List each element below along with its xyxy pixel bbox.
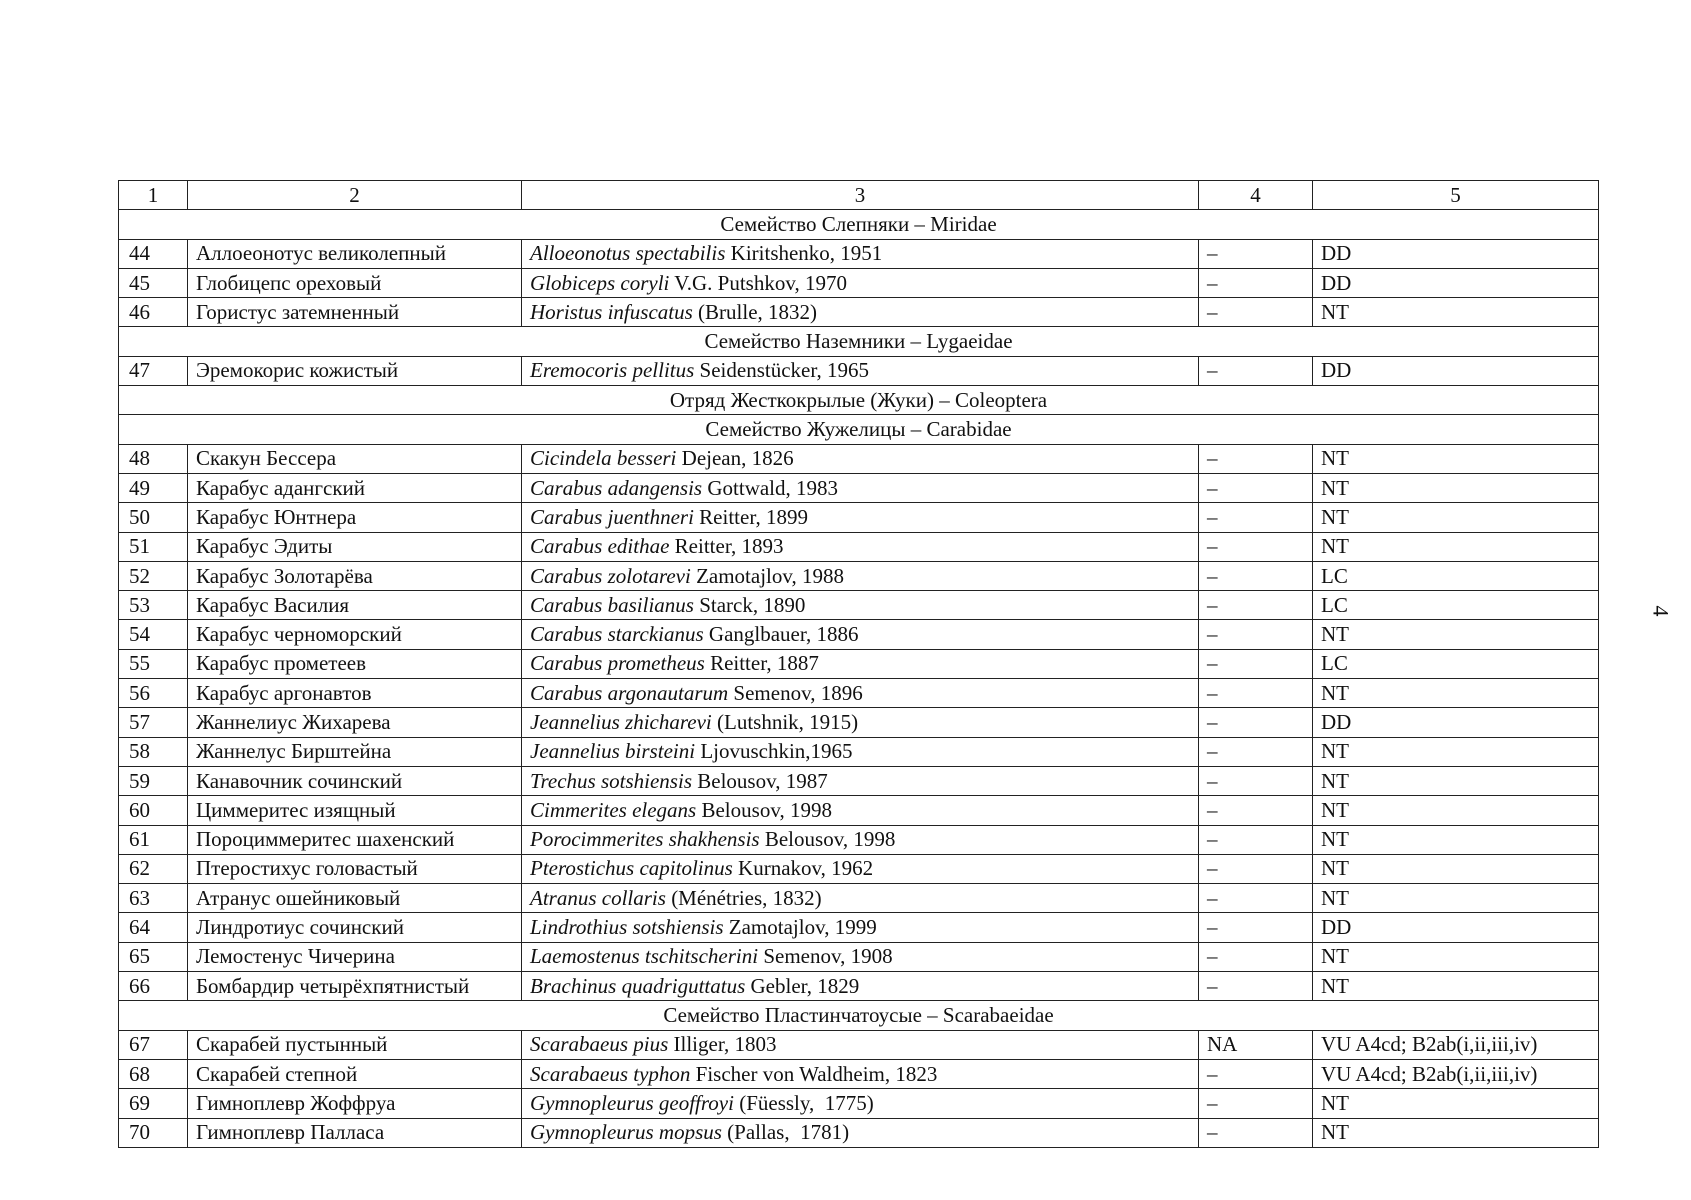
row-number: 56 — [119, 679, 188, 708]
status-col5: LC — [1313, 649, 1599, 678]
latin-name — [522, 708, 1199, 737]
table-row — [119, 737, 1599, 766]
latin-name — [522, 854, 1199, 883]
row-number: 48 — [119, 444, 188, 473]
row-number: 69 — [119, 1089, 188, 1118]
row-number: 66 — [119, 972, 188, 1001]
latin-author: Gebler, 1829 — [745, 973, 860, 998]
latin-author: (Ménétries, 1832) — [665, 885, 822, 910]
status-col5: NT — [1313, 473, 1599, 502]
category-col4: – — [1199, 1118, 1313, 1147]
row-number: 47 — [119, 356, 188, 385]
latin-author: Zamotajlov, 1999 — [723, 915, 877, 940]
latin-author: Illiger, 1803 — [668, 1032, 777, 1057]
russian-name: Жаннелус Бирштейна — [188, 737, 522, 766]
category-col4: – — [1199, 1089, 1313, 1118]
latin-name — [522, 1089, 1199, 1118]
status-col5: NT — [1313, 972, 1599, 1001]
table-row — [119, 298, 1599, 327]
latin-name — [522, 796, 1199, 825]
category-col4: – — [1199, 913, 1313, 942]
table-row — [119, 708, 1599, 737]
status-col5: NT — [1313, 737, 1599, 766]
row-number: 57 — [119, 708, 188, 737]
russian-name: Гористус затемненный — [188, 298, 522, 327]
latin-name — [522, 737, 1199, 766]
latin-name — [522, 298, 1199, 327]
category-col4: – — [1199, 620, 1313, 649]
russian-name: Глобицепс ореховый — [188, 268, 522, 297]
latin-author: Semenov, 1908 — [758, 944, 893, 969]
latin-author: (Brulle, 1832) — [692, 299, 818, 324]
row-number: 46 — [119, 298, 188, 327]
section-heading-row — [119, 386, 1599, 415]
latin-binomial: Carabus starckianus — [530, 622, 704, 647]
row-number: 63 — [119, 884, 188, 913]
latin-binomial: Globiceps coryli — [530, 270, 670, 295]
status-col5: NT — [1313, 1118, 1599, 1147]
table-row — [119, 942, 1599, 971]
table-row — [119, 268, 1599, 297]
table-body — [119, 181, 1599, 1148]
category-col4: – — [1199, 239, 1313, 268]
category-col4: – — [1199, 884, 1313, 913]
section-heading: Семейство Наземники – Lygaeidae — [119, 327, 1599, 356]
header-cell-1: 1 — [119, 181, 188, 210]
latin-name — [522, 884, 1199, 913]
latin-binomial: Carabus adangensis — [530, 475, 703, 500]
table-row — [119, 356, 1599, 385]
page-number: 4 — [1648, 605, 1674, 617]
category-col4: – — [1199, 766, 1313, 795]
category-col4: – — [1199, 942, 1313, 971]
status-col5: NT — [1313, 1089, 1599, 1118]
category-col4: – — [1199, 473, 1313, 502]
status-col5: LC — [1313, 591, 1599, 620]
latin-binomial: Eremocoris pellitus — [530, 358, 695, 383]
russian-name: Лемостенус Чичерина — [188, 942, 522, 971]
russian-name: Атранус ошейниковый — [188, 884, 522, 913]
latin-author: Ganglbauer, 1886 — [703, 622, 859, 647]
latin-binomial: Cimmerites elegans — [530, 797, 697, 822]
russian-name: Карабус прометеев — [188, 649, 522, 678]
russian-name: Канавочник сочинский — [188, 766, 522, 795]
latin-author: Semenov, 1896 — [728, 680, 863, 705]
latin-author: Ljovuschkin,1965 — [695, 739, 853, 764]
row-number: 58 — [119, 737, 188, 766]
latin-author: Kurnakov, 1962 — [732, 856, 874, 881]
latin-binomial: Carabus prometheus — [530, 651, 705, 676]
category-col4: – — [1199, 679, 1313, 708]
latin-author: Belousov, 1998 — [759, 827, 896, 852]
latin-binomial: Horistus infuscatus — [530, 299, 693, 324]
latin-name — [522, 972, 1199, 1001]
latin-name — [522, 473, 1199, 502]
status-col5: NT — [1313, 942, 1599, 971]
status-col5: LC — [1313, 561, 1599, 590]
status-col5: NT — [1313, 532, 1599, 561]
latin-name — [522, 444, 1199, 473]
row-number: 62 — [119, 854, 188, 883]
russian-name: Скарабей степной — [188, 1059, 522, 1088]
latin-author: Seidenstücker, 1965 — [694, 358, 870, 383]
species-table — [118, 180, 1599, 1148]
category-col4: – — [1199, 532, 1313, 561]
status-col5: NT — [1313, 679, 1599, 708]
latin-binomial: Carabus basilianus — [530, 592, 694, 617]
latin-author: Starck, 1890 — [693, 592, 806, 617]
latin-name — [522, 825, 1199, 854]
latin-binomial: Carabus argonautarum — [530, 680, 729, 705]
status-col5: VU A4cd; B2ab(i,ii,iii,iv) — [1313, 1059, 1599, 1088]
latin-author: Reitter, 1899 — [693, 504, 808, 529]
table-row — [119, 766, 1599, 795]
russian-name: Скакун Бессера — [188, 444, 522, 473]
latin-binomial: Carabus zolotarevi — [530, 563, 691, 588]
species-table-page — [118, 180, 1598, 1148]
status-col5: NT — [1313, 884, 1599, 913]
section-heading: Семейство Пластинчатоусые – Scarabaeidae — [119, 1001, 1599, 1030]
status-col5: NT — [1313, 825, 1599, 854]
status-col5: NT — [1313, 796, 1599, 825]
russian-name: Скарабей пустынный — [188, 1030, 522, 1059]
category-col4: – — [1199, 561, 1313, 590]
header-cell-5: 5 — [1313, 181, 1599, 210]
russian-name: Гимноплевр Палласа — [188, 1118, 522, 1147]
section-heading-row — [119, 1001, 1599, 1030]
latin-name — [522, 532, 1199, 561]
russian-name: Эремокорис кожистый — [188, 356, 522, 385]
row-number: 61 — [119, 825, 188, 854]
category-col4: – — [1199, 268, 1313, 297]
category-col4: – — [1199, 298, 1313, 327]
latin-binomial: Trechus sotshiensis — [530, 768, 692, 793]
row-number: 52 — [119, 561, 188, 590]
russian-name: Карабус Эдиты — [188, 532, 522, 561]
latin-binomial: Scarabaeus typhon — [530, 1061, 691, 1086]
status-col5: NT — [1313, 298, 1599, 327]
section-heading: Семейство Жужелицы – Carabidae — [119, 415, 1599, 444]
russian-name: Циммеритес изящный — [188, 796, 522, 825]
latin-binomial: Carabus edithae — [530, 534, 670, 559]
status-col5: NT — [1313, 620, 1599, 649]
category-col4: – — [1199, 825, 1313, 854]
latin-binomial: Gymnopleurus mopsus — [530, 1120, 722, 1145]
row-number: 59 — [119, 766, 188, 795]
table-row — [119, 972, 1599, 1001]
latin-author: (Lutshnik, 1915) — [711, 709, 859, 734]
table-row — [119, 854, 1599, 883]
status-col5: VU A4cd; B2ab(i,ii,iii,iv) — [1313, 1030, 1599, 1059]
russian-name: Пороциммеритес шахенский — [188, 825, 522, 854]
latin-name — [522, 268, 1199, 297]
row-number: 67 — [119, 1030, 188, 1059]
category-col4: – — [1199, 591, 1313, 620]
latin-author: Dejean, 1826 — [676, 446, 794, 471]
russian-name: Карабус черноморский — [188, 620, 522, 649]
russian-name: Гимноплевр Жоффруа — [188, 1089, 522, 1118]
latin-name — [522, 620, 1199, 649]
category-col4: – — [1199, 972, 1313, 1001]
latin-name — [522, 679, 1199, 708]
latin-binomial: Brachinus quadriguttatus — [530, 973, 746, 998]
section-heading: Отряд Жесткокрылые (Жуки) – Coleoptera — [119, 386, 1599, 415]
table-row — [119, 561, 1599, 590]
section-heading-row — [119, 210, 1599, 239]
latin-binomial: Scarabaeus pius — [530, 1032, 669, 1057]
latin-name — [522, 1118, 1199, 1147]
row-number: 53 — [119, 591, 188, 620]
status-col5: DD — [1313, 913, 1599, 942]
latin-name — [522, 591, 1199, 620]
russian-name: Жаннелиус Жихарева — [188, 708, 522, 737]
russian-name: Карабус Золотарёва — [188, 561, 522, 590]
section-heading-row — [119, 415, 1599, 444]
russian-name: Линдротиус сочинский — [188, 913, 522, 942]
latin-author: Belousov, 1998 — [696, 797, 832, 822]
table-row — [119, 1118, 1599, 1147]
status-col5: NT — [1313, 766, 1599, 795]
table-row — [119, 1089, 1599, 1118]
category-col4: – — [1199, 854, 1313, 883]
latin-author: Fischer von Waldheim, 1823 — [690, 1061, 938, 1086]
row-number: 68 — [119, 1059, 188, 1088]
row-number: 55 — [119, 649, 188, 678]
table-row — [119, 796, 1599, 825]
latin-author: Zamotajlov, 1988 — [690, 563, 845, 588]
category-col4: – — [1199, 356, 1313, 385]
latin-binomial: Porocimmerites shakhensis — [530, 827, 760, 852]
latin-binomial: Lindrothius sotshiensis — [530, 915, 724, 940]
status-col5: DD — [1313, 239, 1599, 268]
category-col4: – — [1199, 737, 1313, 766]
latin-name — [522, 766, 1199, 795]
section-heading-row — [119, 327, 1599, 356]
latin-name — [522, 649, 1199, 678]
row-number: 45 — [119, 268, 188, 297]
latin-binomial: Alloeonotus spectabilis — [530, 241, 726, 266]
header-row — [119, 181, 1599, 210]
latin-name — [522, 503, 1199, 532]
latin-name — [522, 913, 1199, 942]
row-number: 70 — [119, 1118, 188, 1147]
table-row — [119, 591, 1599, 620]
status-col5: DD — [1313, 356, 1599, 385]
header-cell-3: 3 — [522, 181, 1199, 210]
latin-name — [522, 239, 1199, 268]
status-col5: NT — [1313, 444, 1599, 473]
table-row — [119, 913, 1599, 942]
latin-name — [522, 942, 1199, 971]
latin-binomial: Carabus juenthneri — [530, 504, 694, 529]
latin-binomial: Cicindela besseri — [530, 446, 677, 471]
latin-name — [522, 356, 1199, 385]
latin-name — [522, 1030, 1199, 1059]
row-number: 64 — [119, 913, 188, 942]
header-cell-2: 2 — [188, 181, 522, 210]
latin-author: Reitter, 1893 — [669, 534, 784, 559]
table-row — [119, 444, 1599, 473]
latin-binomial: Laemostenus tschitscherini — [530, 944, 759, 969]
row-number: 65 — [119, 942, 188, 971]
header-cell-4: 4 — [1199, 181, 1313, 210]
row-number: 54 — [119, 620, 188, 649]
table-row — [119, 649, 1599, 678]
category-col4: NA — [1199, 1030, 1313, 1059]
table-row — [119, 620, 1599, 649]
latin-author: (Pallas, 1781) — [721, 1120, 850, 1145]
table-row — [119, 532, 1599, 561]
russian-name: Карабус Василия — [188, 591, 522, 620]
russian-name: Карабус аргонавтов — [188, 679, 522, 708]
russian-name: Карабус адангский — [188, 473, 522, 502]
latin-author: (Füessly, 1775) — [733, 1090, 874, 1115]
status-col5: NT — [1313, 503, 1599, 532]
latin-author: V.G. Putshkov, 1970 — [669, 270, 847, 295]
row-number: 49 — [119, 473, 188, 502]
table-row — [119, 503, 1599, 532]
row-number: 51 — [119, 532, 188, 561]
table-row — [119, 1030, 1599, 1059]
latin-binomial: Atranus collaris — [530, 885, 666, 910]
latin-author: Reitter, 1887 — [704, 651, 819, 676]
table-row — [119, 1059, 1599, 1088]
latin-binomial: Pterostichus capitolinus — [530, 856, 733, 881]
latin-name — [522, 561, 1199, 590]
row-number: 44 — [119, 239, 188, 268]
russian-name: Карабус Юнтнера — [188, 503, 522, 532]
row-number: 60 — [119, 796, 188, 825]
latin-binomial: Gymnopleurus geoffroyi — [530, 1090, 734, 1115]
latin-author: Kiritshenko, 1951 — [725, 241, 883, 266]
latin-binomial: Jeannelius birsteini — [530, 739, 696, 764]
status-col5: DD — [1313, 708, 1599, 737]
latin-author: Belousov, 1987 — [692, 768, 828, 793]
latin-author: Gottwald, 1983 — [702, 475, 839, 500]
table-row — [119, 679, 1599, 708]
section-heading: Семейство Слепняки – Miridae — [119, 210, 1599, 239]
latin-name — [522, 1059, 1199, 1088]
category-col4: – — [1199, 444, 1313, 473]
category-col4: – — [1199, 1059, 1313, 1088]
status-col5: NT — [1313, 854, 1599, 883]
table-row — [119, 825, 1599, 854]
category-col4: – — [1199, 708, 1313, 737]
table-row — [119, 239, 1599, 268]
table-row — [119, 884, 1599, 913]
russian-name: Аллоеонотус великолепный — [188, 239, 522, 268]
row-number: 50 — [119, 503, 188, 532]
table-row — [119, 473, 1599, 502]
category-col4: – — [1199, 796, 1313, 825]
russian-name: Птеростихус головастый — [188, 854, 522, 883]
latin-binomial: Jeannelius zhicharevi — [530, 709, 712, 734]
russian-name: Бомбардир четырёхпятнистый — [188, 972, 522, 1001]
category-col4: – — [1199, 503, 1313, 532]
category-col4: – — [1199, 649, 1313, 678]
status-col5: DD — [1313, 268, 1599, 297]
